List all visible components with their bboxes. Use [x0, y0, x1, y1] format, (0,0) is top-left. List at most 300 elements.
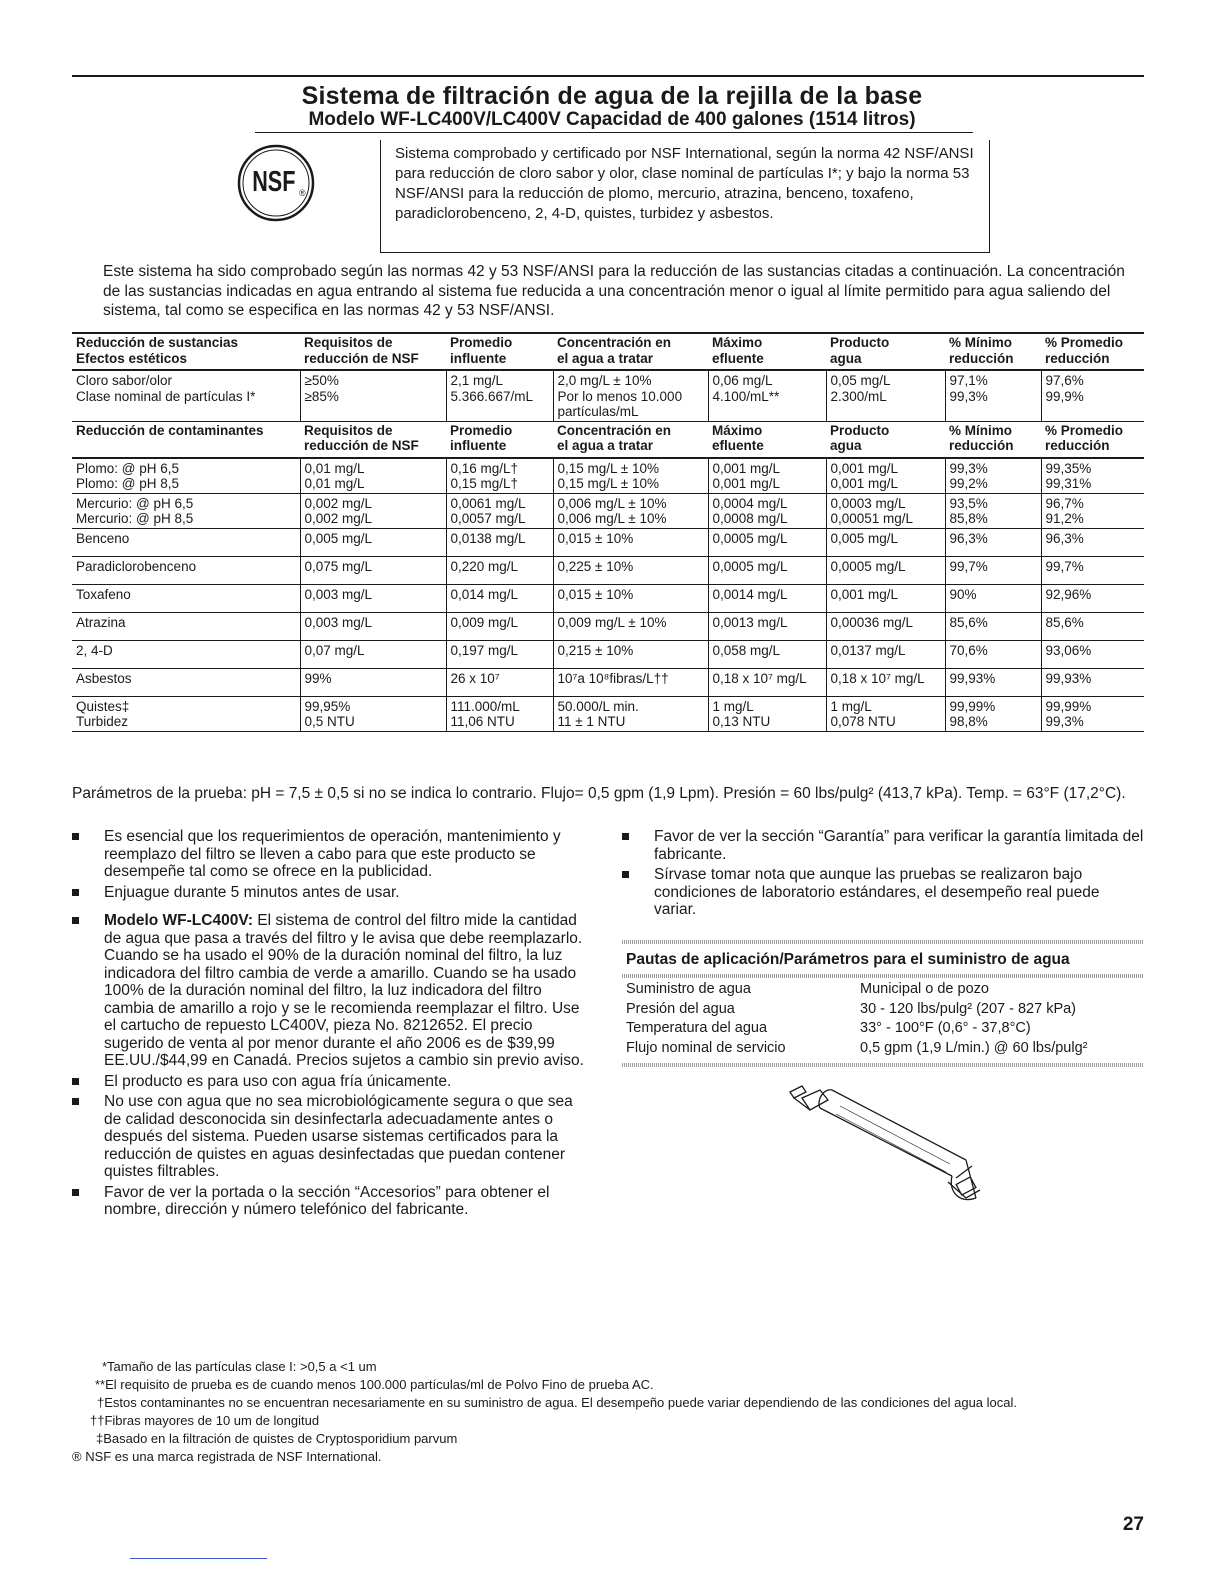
cell-line: 93,5% — [949, 495, 988, 511]
bullet-item — [622, 866, 1144, 919]
footnotes — [72, 1358, 1144, 1466]
column-header — [826, 333, 945, 370]
table-cell — [553, 696, 708, 731]
table-cell — [826, 458, 945, 494]
bullet-item — [72, 1093, 592, 1181]
cell-line: 0,015 ± 10% — [557, 586, 634, 602]
table-cell — [945, 458, 1041, 494]
cell-line: Cloro sabor/olor — [76, 373, 173, 388]
column-header — [72, 421, 300, 458]
header-line: Reducción de sustancias — [76, 335, 239, 350]
header-line: Concentración en — [557, 335, 672, 350]
cell-line: 0,005 mg/L — [304, 530, 373, 546]
page-number: 27 — [1122, 1514, 1144, 1535]
column-header — [72, 333, 300, 370]
table-cell — [1041, 696, 1144, 731]
header-line: efluente — [712, 350, 764, 366]
bullet-item — [72, 884, 592, 902]
table-cell — [446, 584, 553, 612]
header-line: % Mínimo — [949, 335, 1012, 350]
cell-line: 5.366.667/mL — [450, 388, 534, 404]
table-cell — [300, 458, 446, 494]
header-line: reducción de NSF — [304, 438, 419, 453]
table-cell — [826, 370, 945, 421]
table-cell — [300, 584, 446, 612]
cell-line: 99,31% — [1045, 476, 1092, 491]
bullet-text: Es esencial que los requerimientos de operación, mantenimiento y reemplazo del filtro se lleven a cabo para que este producto se desempeñe tal como se ofrece en la publicidad. — [104, 828, 561, 880]
header-line: reducción — [1045, 350, 1110, 366]
header-line: influente — [450, 350, 507, 366]
table-cell — [446, 493, 553, 528]
header-line: efluente — [712, 438, 764, 453]
cell-line: 0,06 mg/L — [712, 373, 773, 388]
cell-line: Asbestos — [76, 670, 132, 686]
table-row — [72, 612, 1144, 640]
cell-line: 0,001 mg/L — [830, 476, 899, 491]
cell-line: 0,0005 mg/L — [712, 530, 788, 546]
table-cell — [1041, 556, 1144, 584]
table-cell — [553, 556, 708, 584]
cell-line: Por lo menos 10.000 — [557, 388, 683, 404]
cell-line: 0,006 mg/L ± 10% — [557, 511, 667, 526]
cell-line: 0,015 ± 10% — [557, 530, 634, 546]
table-cell — [708, 612, 826, 640]
cell-line: 0,0061 mg/L — [450, 495, 526, 511]
column-header — [300, 421, 446, 458]
guideline-row — [622, 1019, 1144, 1039]
cell-line: 85,6% — [949, 614, 988, 630]
table-row — [72, 584, 1144, 612]
cell-line: 85,8% — [949, 511, 988, 526]
page-title: Sistema de filtración de agua de la rejilla de la base — [301, 82, 923, 110]
table-cell — [72, 612, 300, 640]
table-row — [72, 556, 1144, 584]
cell-line: 10⁷a 10⁸fibras/L†† — [557, 670, 669, 686]
bullet-text: Favor de ver la sección “Garantía” para verificar la garantía limitada del fabricante. — [654, 828, 1144, 863]
bullet-list-left — [72, 828, 592, 1222]
table-cell — [446, 370, 553, 421]
performance-data-table — [72, 332, 1144, 732]
header-line: % Promedio — [1045, 422, 1124, 438]
cell-line: 97,1% — [949, 373, 988, 388]
bottom-link-rule — [130, 1558, 267, 1559]
cell-line: 90% — [949, 586, 977, 602]
cell-line: 0,15 mg/L† — [450, 476, 519, 491]
table-cell — [708, 640, 826, 668]
table-cell — [553, 458, 708, 494]
header-line: Promedio — [450, 422, 513, 438]
bullet-item — [72, 1073, 592, 1091]
cell-line: 0,00051 mg/L — [830, 511, 914, 526]
guideline-row — [622, 980, 1144, 1000]
table-cell — [945, 528, 1041, 556]
table-cell — [300, 612, 446, 640]
column-header — [300, 333, 446, 370]
cell-line: 0,05 mg/L — [830, 373, 891, 388]
cell-line: 0,0014 mg/L — [712, 586, 788, 602]
cell-line: 99,7% — [1045, 558, 1084, 574]
cell-line: 2,0 mg/L ± 10% — [557, 373, 652, 388]
table-cell — [1041, 612, 1144, 640]
table-cell — [446, 668, 553, 696]
table-cell — [826, 584, 945, 612]
header-line: Promedio — [450, 335, 513, 350]
table-cell — [708, 458, 826, 494]
column-header — [553, 421, 708, 458]
cell-line: 0,005 mg/L — [830, 530, 899, 546]
table-cell — [1041, 640, 1144, 668]
guideline-label: Flujo nominal de servicio — [626, 1039, 786, 1056]
cell-line: 99,3% — [949, 460, 988, 476]
column-header — [553, 333, 708, 370]
header-line: reducción — [949, 350, 1014, 366]
cell-line: Quistes‡ — [76, 698, 130, 714]
table-cell — [300, 640, 446, 668]
table-cell — [1041, 370, 1144, 421]
table-cell — [553, 612, 708, 640]
header-line: Reducción de contaminantes — [76, 422, 264, 438]
cell-line: 0,0138 mg/L — [450, 530, 526, 546]
guidelines-rule-top — [622, 940, 1144, 944]
table-cell — [300, 493, 446, 528]
table-cell — [945, 640, 1041, 668]
cell-line: 0,001 mg/L — [830, 586, 899, 602]
cell-line: 0,225 ± 10% — [557, 558, 634, 574]
column-header — [446, 333, 553, 370]
table-row — [72, 458, 1144, 494]
bullet-square-icon — [72, 917, 79, 924]
table-cell — [553, 370, 708, 421]
cell-line: 0,009 mg/L ± 10% — [557, 614, 667, 630]
cell-line: 11,06 NTU — [450, 714, 515, 729]
nsf-logo — [236, 143, 316, 223]
table-cell — [300, 696, 446, 731]
header-line: % Mínimo — [949, 422, 1012, 438]
cell-line: 0,003 mg/L — [304, 614, 373, 630]
header-line: Concentración en — [557, 422, 672, 438]
cell-line: 0,18 x 10⁷ mg/L — [830, 670, 925, 686]
table-cell — [945, 668, 1041, 696]
header-line: Requisitos de — [304, 422, 393, 438]
cell-line: 0,014 mg/L — [450, 586, 519, 602]
cell-line: Mercurio: @ pH 8,5 — [76, 511, 194, 526]
header-line: reducción — [1045, 438, 1110, 453]
cell-line: 0,01 mg/L — [304, 476, 365, 491]
table-cell — [826, 612, 945, 640]
subtitle-rule — [255, 132, 973, 133]
header-line: reducción — [949, 438, 1014, 453]
header-line: Requisitos de — [304, 335, 393, 350]
guideline-label: Temperatura del agua — [626, 1020, 768, 1036]
cell-line: 0,0004 mg/L — [712, 495, 788, 511]
cell-line: 98,8% — [949, 714, 988, 729]
cell-line: Toxafeno — [76, 586, 131, 602]
header-line: Efectos estéticos — [76, 350, 188, 366]
bullet-text: El producto es para uso con agua fría únicamente. — [104, 1072, 452, 1090]
cell-line: 2.300/mL — [830, 388, 887, 404]
bullet-text: Enjuague durante 5 minutos antes de usar. — [104, 883, 400, 901]
guideline-row — [622, 1000, 1144, 1020]
bullet-item — [72, 1184, 592, 1219]
cell-line: Plomo: @ pH 8,5 — [76, 476, 179, 491]
header-line: Producto — [830, 422, 890, 438]
bullet-text: Sírvase tomar nota que aunque las pruebas se realizaron bajo condiciones de laboratorio estándares, el desempeño real puede variar. — [654, 866, 1100, 918]
table-cell — [446, 696, 553, 731]
table-cell — [553, 493, 708, 528]
header-line: influente — [450, 438, 507, 453]
table-row — [72, 696, 1144, 731]
cell-line: 70,6% — [949, 642, 988, 658]
table-header-row — [72, 421, 1144, 458]
bullet-square-icon — [72, 889, 79, 896]
table-cell — [72, 640, 300, 668]
certification-box — [380, 140, 990, 253]
cell-line: 0,001 mg/L — [712, 476, 781, 491]
cell-line: 0,002 mg/L — [304, 511, 373, 526]
cell-line: 85,6% — [1045, 614, 1084, 630]
footnote: †Estos contaminantes no se encuentran necesariamente en su suministro de agua. El desempeño puede variar dependiendo de las condiciones del agua local. — [97, 1395, 1017, 1410]
table-row — [72, 668, 1144, 696]
cell-line: 0,01 mg/L — [304, 460, 365, 476]
cell-line: 0,0003 mg/L — [830, 495, 906, 511]
cell-line: 1 mg/L — [712, 698, 754, 714]
header-line: Máximo — [712, 422, 763, 438]
cell-line: 0,058 mg/L — [712, 642, 781, 658]
column-header — [945, 421, 1041, 458]
header-line: agua — [830, 350, 862, 366]
filter-cartridge-illustration — [780, 1080, 990, 1230]
table-cell — [826, 696, 945, 731]
bullet-text: Favor de ver la portada o la sección “Accesorios” para obtener el nombre, dirección y número telefónico del fabricante. — [104, 1183, 550, 1218]
bullet-item — [72, 828, 592, 881]
test-parameters: Parámetros de la prueba: pH = 7,5 ± 0,5 si no se indica lo contrario. Flujo= 0,5 gpm (1,9 Lpm). Presión = 60 lbs/pulg² (413,7 kPa). Temp. = 63°F (17,2°C). — [72, 785, 1126, 802]
guideline-label: Presión del agua — [626, 1000, 735, 1017]
table-cell — [945, 493, 1041, 528]
cell-line: partículas/mL — [557, 404, 639, 419]
table-cell — [72, 458, 300, 494]
cell-line: 0,00036 mg/L — [830, 614, 914, 630]
cell-line: 93,06% — [1045, 642, 1092, 658]
cell-line: 0,197 mg/L — [450, 642, 519, 658]
cell-line: 0,07 mg/L — [304, 642, 365, 658]
intro-paragraph: Este sistema ha sido comprobado según las normas 42 y 53 NSF/ANSI para la reducción de las sustancias citadas a continuación. La concentración de las sustancias indicadas en agua entrando al sistema fue reducida a una concentración menor o igual al límite permitido para agua saliendo del sistema, tal como se especifica en las normas 42 y 53 NSF/ANSI. — [103, 263, 1125, 319]
cell-line: 99,93% — [1045, 670, 1092, 686]
table-row — [72, 640, 1144, 668]
top-rule — [72, 75, 1144, 77]
cell-line: 1 mg/L — [830, 698, 872, 714]
table-cell — [708, 493, 826, 528]
table-cell — [1041, 668, 1144, 696]
footnote: ® NSF es una marca registrada de NSF International. — [72, 1449, 382, 1464]
cell-line: 0,009 mg/L — [450, 614, 519, 630]
header-line: reducción de NSF — [304, 350, 419, 366]
table-cell — [945, 556, 1041, 584]
guideline-value: 30 - 120 lbs/pulg² (207 - 827 kPa) — [860, 1000, 1077, 1017]
cell-line: 0,0057 mg/L — [450, 511, 526, 526]
table-cell — [72, 668, 300, 696]
table-cell — [553, 668, 708, 696]
guidelines-rule-bottom — [622, 1063, 1144, 1067]
bullet-text: No use con agua que no sea microbiológicamente segura o que sea de calidad desconocida sin desinfectarla adecuadamente antes o después del sistema. Pueden usarse sistemas certificados para la reducción de quistes en aguas desinfectadas que puedan contener quistes filtrables. — [104, 1093, 573, 1180]
cell-line: 99,35% — [1045, 460, 1092, 476]
cell-line: 96,3% — [1045, 530, 1084, 546]
cell-line: 0,5 NTU — [304, 714, 355, 729]
cell-line: ≥85% — [304, 388, 339, 404]
cell-line: 0,0005 mg/L — [830, 558, 906, 574]
cell-line: 0,006 mg/L ± 10% — [557, 495, 667, 511]
cell-line: 99,2% — [949, 476, 988, 491]
cell-line: 0,0137 mg/L — [830, 642, 906, 658]
nsf-logo-text: NSF — [252, 166, 296, 198]
cell-line: 99,99% — [1045, 698, 1092, 714]
guideline-label: Suministro de agua — [626, 981, 751, 997]
table-cell — [553, 640, 708, 668]
cell-line: 26 x 10⁷ — [450, 670, 500, 686]
column-header — [446, 421, 553, 458]
table-cell — [72, 528, 300, 556]
cell-line: 111.000/mL — [450, 698, 520, 714]
footnote: ‡Basado en la filtración de quistes de Cryptosporidium parvum — [96, 1431, 458, 1446]
guideline-value: Municipal o de pozo — [860, 981, 989, 997]
header-line: el agua a tratar — [557, 438, 654, 453]
table-cell — [708, 556, 826, 584]
cell-line: 4.100/mL** — [712, 388, 780, 404]
nsf-registered-mark: ® — [299, 188, 306, 198]
table-cell — [446, 640, 553, 668]
header-line: Máximo — [712, 335, 763, 350]
cell-line: 0,18 x 10⁷ mg/L — [712, 670, 807, 686]
cell-line: Clase nominal de partículas I* — [76, 388, 256, 404]
table-cell — [72, 493, 300, 528]
table-cell — [446, 458, 553, 494]
table-cell — [708, 696, 826, 731]
cell-line: 99,3% — [949, 388, 988, 404]
guideline-value: 0,5 gpm (1,9 L/min.) @ 60 lbs/pulg² — [860, 1039, 1088, 1056]
table-cell — [300, 528, 446, 556]
table-cell — [1041, 458, 1144, 494]
cell-line: 92,96% — [1045, 586, 1092, 602]
header-line: Producto — [830, 335, 890, 350]
cell-line: 99,99% — [949, 698, 996, 714]
cell-line: 99% — [304, 670, 332, 686]
table-cell — [300, 668, 446, 696]
cell-line: Paradiclorobenceno — [76, 558, 197, 574]
cell-line: 99,95% — [304, 698, 351, 714]
cell-line: 99,93% — [949, 670, 996, 686]
table-cell — [826, 556, 945, 584]
cell-line: 0,0008 mg/L — [712, 511, 788, 526]
table-cell — [708, 668, 826, 696]
table-cell — [708, 528, 826, 556]
table-cell — [1041, 584, 1144, 612]
table-header-row — [72, 333, 1144, 370]
guidelines-table — [622, 980, 1144, 1058]
guidelines-title: Pautas de aplicación/Parámetros para el suministro de agua — [626, 951, 1070, 968]
cell-line: 0,001 mg/L — [712, 460, 781, 476]
cell-line: 0,003 mg/L — [304, 586, 373, 602]
bullet-text: El sistema de control del filtro mide la cantidad de agua que pasa a través del filtro y le avisa que debe reemplazarlo. Cuando se ha usado el 90% de la duración nominal del filtro, la luz indicadora del filtro cambia de verde a amarillo. Cuando se ha usado 100% de la duración nominal del filtro, la luz indicadora del filtro cambia de amarillo a rojo y se le recomienda reemplazar el filtro. Use el cartucho de repuesto LC400V, pieza No. 8212652. El precio sugerido de venta al por menor durante el año 2006 es de $39,99 EE.UU./$44,99 en Canadá. Precios sujetos a cambio sin previo aviso. — [104, 912, 584, 1069]
cell-line: 0,15 mg/L ± 10% — [557, 476, 659, 491]
table-cell — [446, 528, 553, 556]
page-subtitle: Modelo WF-LC400V/LC400V Capacidad de 400 galones (1514 litros) — [308, 109, 916, 130]
cell-line: 2, 4-D — [76, 642, 113, 658]
table-cell — [446, 612, 553, 640]
cell-line: 0,0013 mg/L — [712, 614, 788, 630]
table-cell — [708, 370, 826, 421]
table-cell — [708, 584, 826, 612]
cell-line: 0,075 mg/L — [304, 558, 373, 574]
column-header — [945, 333, 1041, 370]
table-row — [72, 493, 1144, 528]
cell-line: 96,3% — [949, 530, 988, 546]
cell-line: Mercurio: @ pH 6,5 — [76, 495, 194, 511]
table-cell — [72, 370, 300, 421]
cell-line: 91,2% — [1045, 511, 1084, 526]
table-cell — [1041, 493, 1144, 528]
certification-text: Sistema comprobado y certificado por NSF International, según la norma 42 NSF/ANSI para reducción de cloro sabor y olor, clase nominal de partículas I*; y bajo la norma 53 NSF/ANSI para la reducción de plomo, mercurio, atrazina, benceno, toxafeno, paradiclorobenceno, 2, 4-D, quistes, turbidez y asbestos. — [395, 145, 974, 222]
table-cell — [826, 493, 945, 528]
column-header — [1041, 333, 1144, 370]
guidelines-rule-mid — [622, 974, 1144, 978]
cell-line: 0,220 mg/L — [450, 558, 519, 574]
table-cell — [826, 640, 945, 668]
guideline-row — [622, 1039, 1144, 1059]
table-cell — [72, 696, 300, 731]
cell-line: 0,215 ± 10% — [557, 642, 634, 658]
bullet-item — [622, 828, 1144, 863]
column-header — [708, 333, 826, 370]
cell-line: 99,3% — [1045, 714, 1084, 729]
footnote: **El requisito de prueba es de cuando menos 100.000 partículas/ml de Polvo Fino de prueba AC. — [95, 1377, 654, 1392]
table-cell — [945, 584, 1041, 612]
table-cell — [826, 668, 945, 696]
bullet-square-icon — [72, 1098, 79, 1105]
table-cell — [945, 370, 1041, 421]
table-cell — [72, 556, 300, 584]
bullet-bold-lead: Modelo WF-LC400V: — [104, 912, 253, 929]
cell-line: ≥50% — [304, 373, 339, 388]
table-cell — [300, 556, 446, 584]
cell-line: Turbidez — [76, 714, 129, 729]
table-cell — [446, 556, 553, 584]
cell-line: Plomo: @ pH 6,5 — [76, 460, 179, 476]
column-header — [826, 421, 945, 458]
bullet-square-icon — [622, 833, 629, 840]
cell-line: 0,002 mg/L — [304, 495, 373, 511]
table-cell — [300, 370, 446, 421]
bullet-square-icon — [72, 1189, 79, 1196]
cell-line: 97,6% — [1045, 373, 1084, 388]
table-cell — [1041, 528, 1144, 556]
cell-line: 0,13 NTU — [712, 714, 771, 729]
cell-line: 0,16 mg/L† — [450, 460, 519, 476]
table-cell — [72, 584, 300, 612]
table-cell — [553, 584, 708, 612]
column-header — [708, 421, 826, 458]
table-cell — [945, 612, 1041, 640]
bullet-list-right — [622, 828, 1144, 922]
header-line: agua — [830, 438, 862, 453]
bullet-square-icon — [72, 1078, 79, 1085]
cell-line: 0,0005 mg/L — [712, 558, 788, 574]
guideline-value: 33° - 100°F (0,6° - 37,8°C) — [860, 1020, 1031, 1036]
cell-line: 99,7% — [949, 558, 988, 574]
cell-line: 50.000/L min. — [557, 698, 639, 714]
bullet-square-icon — [622, 871, 629, 878]
cell-line: 0,15 mg/L ± 10% — [557, 460, 659, 476]
cell-line: 11 ± 1 NTU — [557, 714, 626, 729]
cell-line: 0,001 mg/L — [830, 460, 899, 476]
